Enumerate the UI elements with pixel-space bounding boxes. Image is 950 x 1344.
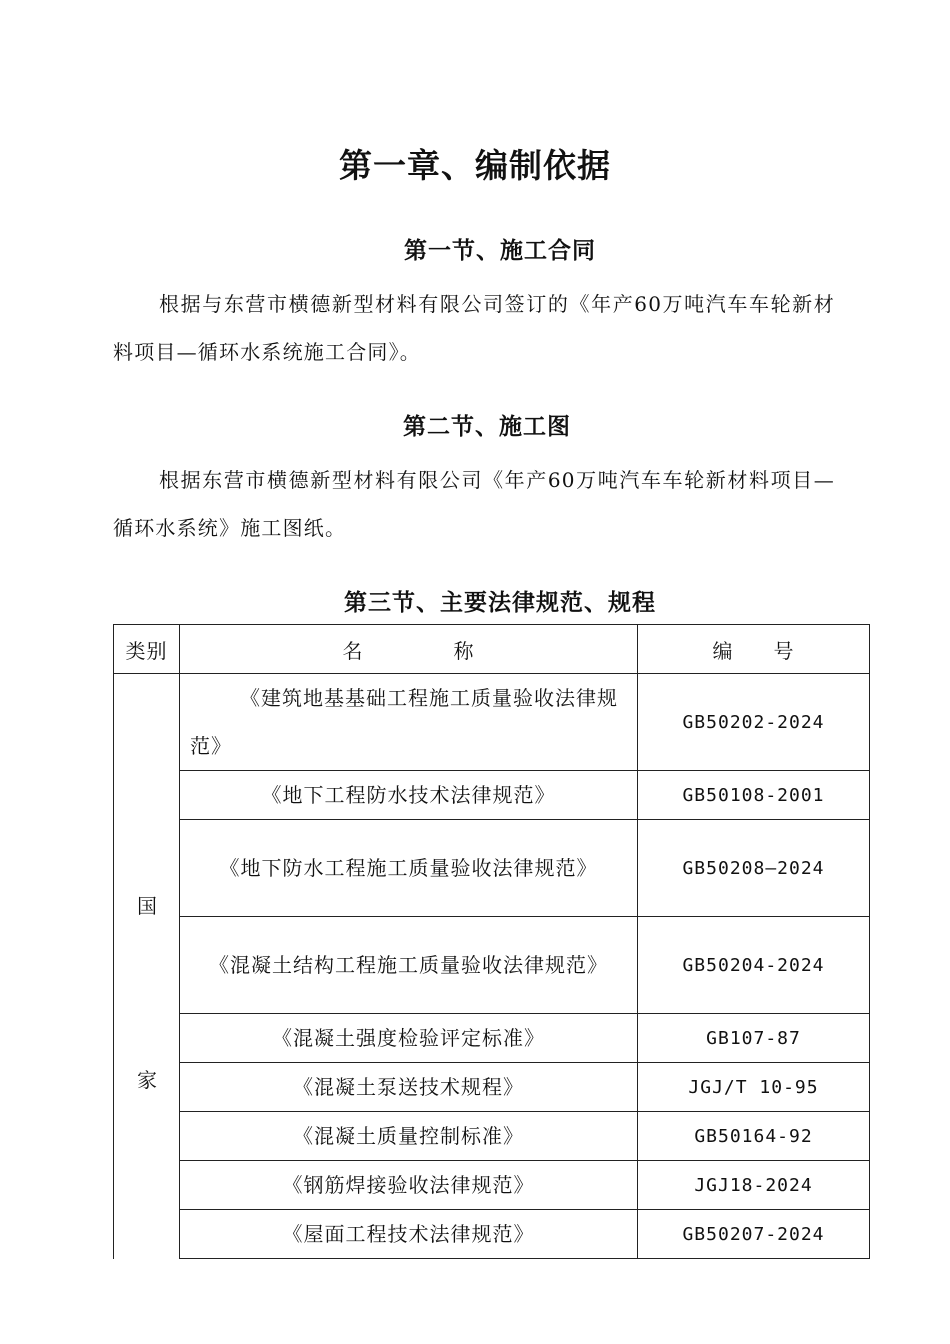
regulation-code: JGJ18-2024 (638, 1161, 870, 1210)
table-row (114, 771, 870, 820)
regulation-code: GB50204-2024 (638, 917, 870, 1014)
regulation-code: GB50164-92 (638, 1112, 870, 1161)
header-name-char-2: 称 (453, 638, 475, 663)
section-title-regulations: 第三节、主要法律规范、规程 (344, 589, 656, 616)
header-category: 类别 (114, 625, 180, 674)
table-row (114, 1112, 870, 1161)
regulation-code: GB50207-2024 (638, 1210, 870, 1259)
regulation-code: JGJ/T 10-95 (638, 1063, 870, 1112)
chapter-title: 第一章、编制依据 (339, 146, 611, 185)
table-row (114, 917, 870, 1014)
regulation-name: 《地下防水工程施工质量验收法律规范》 (180, 820, 638, 917)
table-row (114, 1210, 870, 1259)
category-char-2: 家 (137, 1068, 157, 1093)
regulations-table (113, 624, 870, 1259)
paragraph-contract: 根据与东营市横德新型材料有限公司签订的《年产60万吨汽车车轮新材料项目—循环水系统施工合同》。 (113, 292, 835, 364)
table-row (114, 820, 870, 917)
header-name-char-1: 名 (342, 638, 364, 663)
regulation-name: 《建筑地基基础工程施工质量验收法律规范》 (180, 674, 638, 771)
table-row (114, 1063, 870, 1112)
table-header-row (114, 625, 870, 674)
regulation-name: 《混凝土结构工程施工质量验收法律规范》 (180, 917, 638, 1014)
table-row (114, 1161, 870, 1210)
header-code-char-2: 号 (773, 638, 795, 663)
regulation-code: GB107-87 (638, 1014, 870, 1063)
section-title-contract: 第一节、施工合同 (404, 237, 596, 264)
regulation-name: 《混凝土质量控制标准》 (180, 1112, 638, 1161)
table-row (114, 1014, 870, 1063)
header-code (638, 625, 870, 674)
regulation-name: 《混凝土强度检验评定标准》 (180, 1014, 638, 1063)
category-cell (114, 674, 180, 1259)
regulation-name: 《钢筋焊接验收法律规范》 (180, 1161, 638, 1210)
regulation-name: 《地下工程防水技术法律规范》 (180, 771, 638, 820)
regulation-name: 《混凝土泵送技术规程》 (180, 1063, 638, 1112)
category-char-1: 国 (137, 894, 157, 919)
section-title-drawings: 第二节、施工图 (403, 413, 571, 440)
regulation-code: GB50208—2024 (638, 820, 870, 917)
header-code-char-1: 编 (712, 638, 734, 663)
paragraph-drawings: 根据东营市横德新型材料有限公司《年产60万吨汽车车轮新材料项目—循环水系统》施工图纸。 (113, 468, 835, 540)
regulation-name: 《屋面工程技术法律规范》 (180, 1210, 638, 1259)
table-row (114, 674, 870, 771)
header-name (180, 625, 638, 674)
regulation-code: GB50202-2024 (638, 674, 870, 771)
regulation-code: GB50108-2001 (638, 771, 870, 820)
